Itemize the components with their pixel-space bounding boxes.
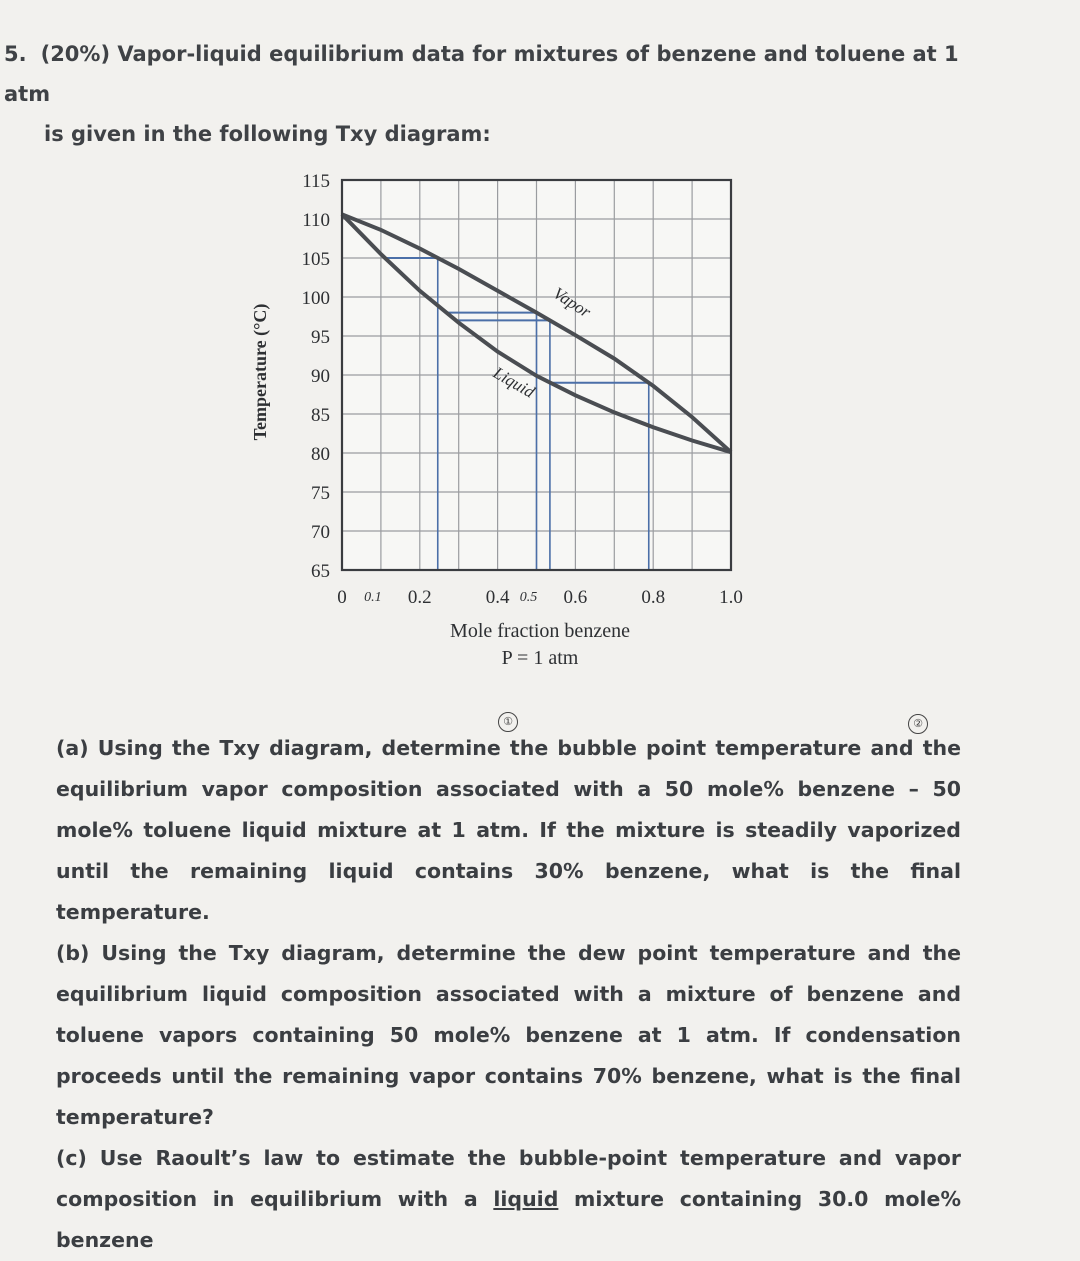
- x-tick-label: 0: [337, 587, 347, 608]
- x-tick-label: 0.8: [641, 587, 666, 608]
- x-tick-label: 0.2: [407, 587, 432, 608]
- y-axis-label: Temperature (°C): [250, 303, 270, 441]
- x-tick-label: 0.4: [485, 587, 510, 608]
- vapor-label: Vapor: [549, 283, 595, 322]
- handwritten-x-mark: 0.5: [519, 590, 538, 605]
- y-tick-label: 85: [311, 405, 330, 426]
- handwritten-x-mark: 0.1: [364, 590, 382, 605]
- y-tick-label: 65: [311, 561, 330, 582]
- y-tick-label: 105: [301, 249, 330, 270]
- handwritten-annotations: [364, 590, 537, 605]
- txy-diagram: [0, 150, 1080, 680]
- y-tick-label: 70: [311, 522, 330, 543]
- y-tick-labels: [302, 171, 331, 582]
- question-line-2: is given in the following Txy diagram:: [44, 122, 491, 146]
- question-parts: [56, 728, 961, 1261]
- y-tick-label: 100: [301, 288, 330, 309]
- x-axis-label: Mole fraction benzene: [450, 620, 630, 642]
- question-header: [4, 34, 1004, 154]
- part-c-underlined: liquid: [493, 1187, 559, 1211]
- x-tick-label: 1.0: [719, 587, 743, 608]
- y-tick-label: 115: [302, 171, 330, 192]
- x-tick-label: 0.6: [563, 587, 588, 608]
- pressure-label: P = 1 atm: [501, 647, 579, 669]
- y-tick-label: 90: [311, 366, 330, 387]
- liquid-label: Liquid: [490, 363, 538, 402]
- part-b: (b) Using the Txy diagram, determine the dew point temperature and the equilibrium liquid composition associated with a mixture of benzene and toluene vapors containing 50 mole% benzene at 1 atm. If condensation proceeds until the remaining vapor contains 70% benzene, what is the final temperature?: [56, 941, 961, 1129]
- handwritten-circle-1: ①: [498, 712, 518, 732]
- question-number: 5.: [4, 42, 27, 66]
- part-c-tail: mixture containing 30.0 mole% benzene: [56, 1187, 961, 1252]
- part-c: [56, 1138, 961, 1261]
- y-tick-label: 75: [311, 483, 330, 504]
- y-tick-label: 80: [311, 444, 330, 465]
- handwritten-circle-2: ②: [908, 714, 928, 734]
- y-tick-label: 110: [302, 210, 330, 231]
- y-tick-label: 95: [311, 327, 330, 348]
- part-a: (a) Using the Txy diagram, determine the bubble point temperature and the equilibrium vapor composition associated with a 50 mole% benzene – 50 mole% toluene liquid mixture at 1 atm. If the mixture is steadily vaporized until the remaining liquid contains 30% benzene, what is the final temperature.: [56, 736, 961, 924]
- question-line-1: (20%) Vapor-liquid equilibrium data for mixtures of benzene and toluene at 1 atm: [4, 42, 959, 106]
- x-tick-labels: [337, 587, 743, 608]
- part-c-text: (c) Use Raoult’s law to estimate the bubble-point temperature and vapor composition in equilibrium with a: [56, 1146, 961, 1211]
